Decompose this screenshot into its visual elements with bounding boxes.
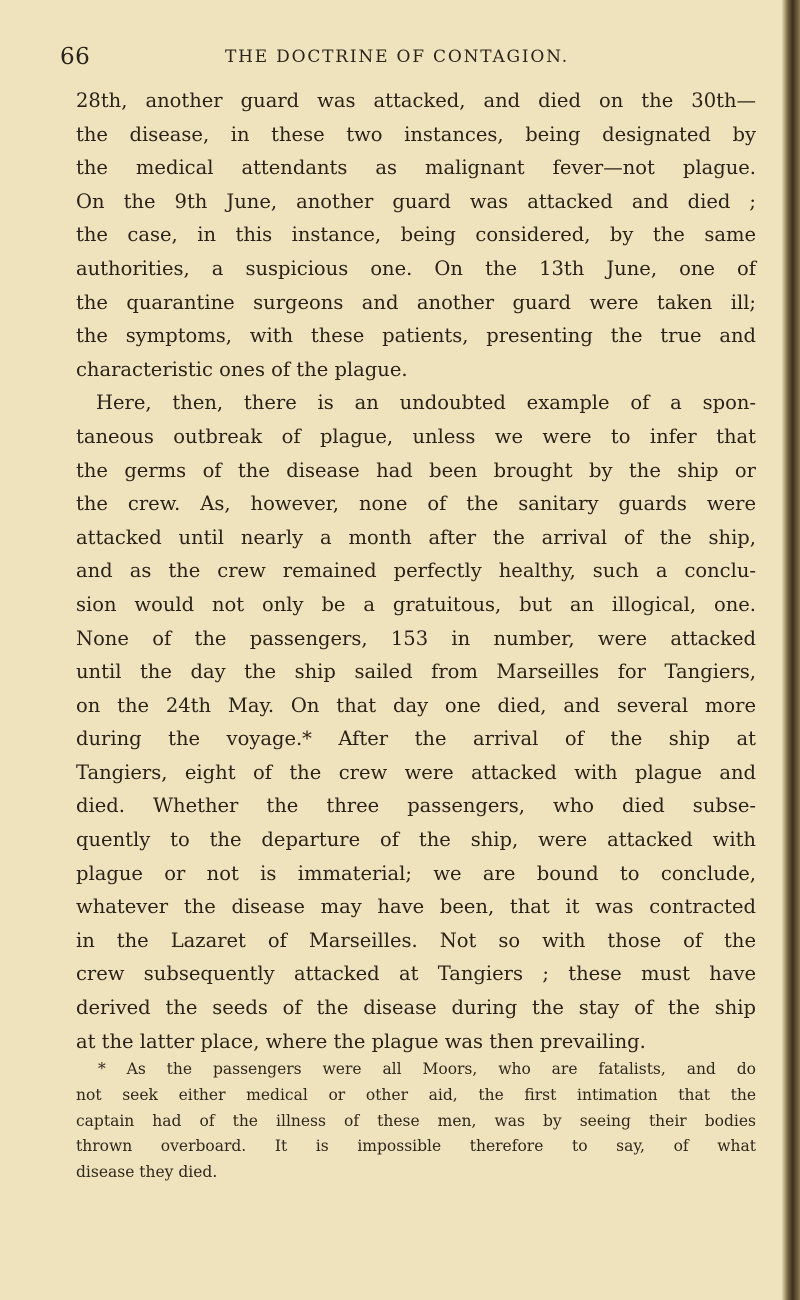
body-line: None of the passengers, 153 in number, were attacked [76,626,756,650]
body-line: died. Whether the three passengers, who died subse- [76,794,756,818]
footnote [76,1057,756,1186]
body-line: sion would not only be a gratuitous, but an illogical, one. [76,592,756,616]
body-line: plague or not is immaterial; we are bound to conclude, [76,861,756,885]
body-line: the disease, in these two instances, being designated by [76,122,756,146]
body-line: derived the seeds of the disease during the stay of the ship [76,996,756,1020]
body-line: the crew. As, however, none of the sanitary guards were [76,492,756,516]
body-line: Tangiers, eight of the crew were attacked with plague and [76,760,756,784]
body-line: until the day the ship sailed from Marseilles for Tangiers, [76,660,756,684]
footnote-line: captain had of the illness of these men, was by seeing their bodies [76,1111,756,1130]
body-line: taneous outbreak of plague, unless we were to infer that [76,424,756,448]
body-line: characteristic ones of the plague. [76,357,408,381]
body-line: On the 9th June, another guard was attacked and died ; [76,189,756,213]
running-head [60,44,780,74]
body-line: the germs of the disease had been brought by the ship or [76,458,756,482]
body-line: on the 24th May. On that day one died, and several more [76,693,756,717]
running-title: THE DOCTRINE OF CONTAGION. [225,47,569,67]
body-line: during the voyage.* After the arrival of the ship at [76,727,756,751]
body-line: in the Lazaret of Marseilles. Not so with those of the [76,928,756,952]
page-number: 66 [60,44,91,70]
body-line: and as the crew remained perfectly healthy, such a conclu- [76,559,756,583]
footnote-line: thrown overboard. It is impossible therefore to say, of what [76,1137,756,1156]
body-text [76,84,756,1058]
body-line: whatever the disease may have been, that it was contracted [76,895,756,919]
body-line: the case, in this instance, being considered, by the same [76,223,756,247]
body-line: the symptoms, with these patients, presenting the true and [76,324,756,348]
body-line: attacked until nearly a month after the arrival of the ship, [76,525,756,549]
body-line: the quarantine surgeons and another guard were taken ill; [76,290,756,314]
body-line: 28th, another guard was attacked, and died on the 30th— [76,89,756,112]
footnote-line: disease they died. [76,1163,218,1182]
body-line: crew subsequently attacked at Tangiers ; these must have [76,962,756,986]
footnote-line: not seek either medical or other aid, the first intimation that the [76,1085,756,1104]
page-edge-shadow [782,0,800,1300]
body-line: quently to the departure of the ship, were attacked with [76,828,756,852]
footnote-line: * As the passengers were all Moors, who are fatalists, and do [98,1060,756,1078]
body-line: authorities, a suspicious one. On the 13th June, one of [76,256,756,280]
body-line: the medical attendants as malignant fever—not plague. [76,156,756,180]
body-line: at the latter place, where the plague was then prevailing. [76,1029,646,1053]
body-line-paragraph-start: Here, then, there is an undoubted example of a spon- [96,391,756,415]
